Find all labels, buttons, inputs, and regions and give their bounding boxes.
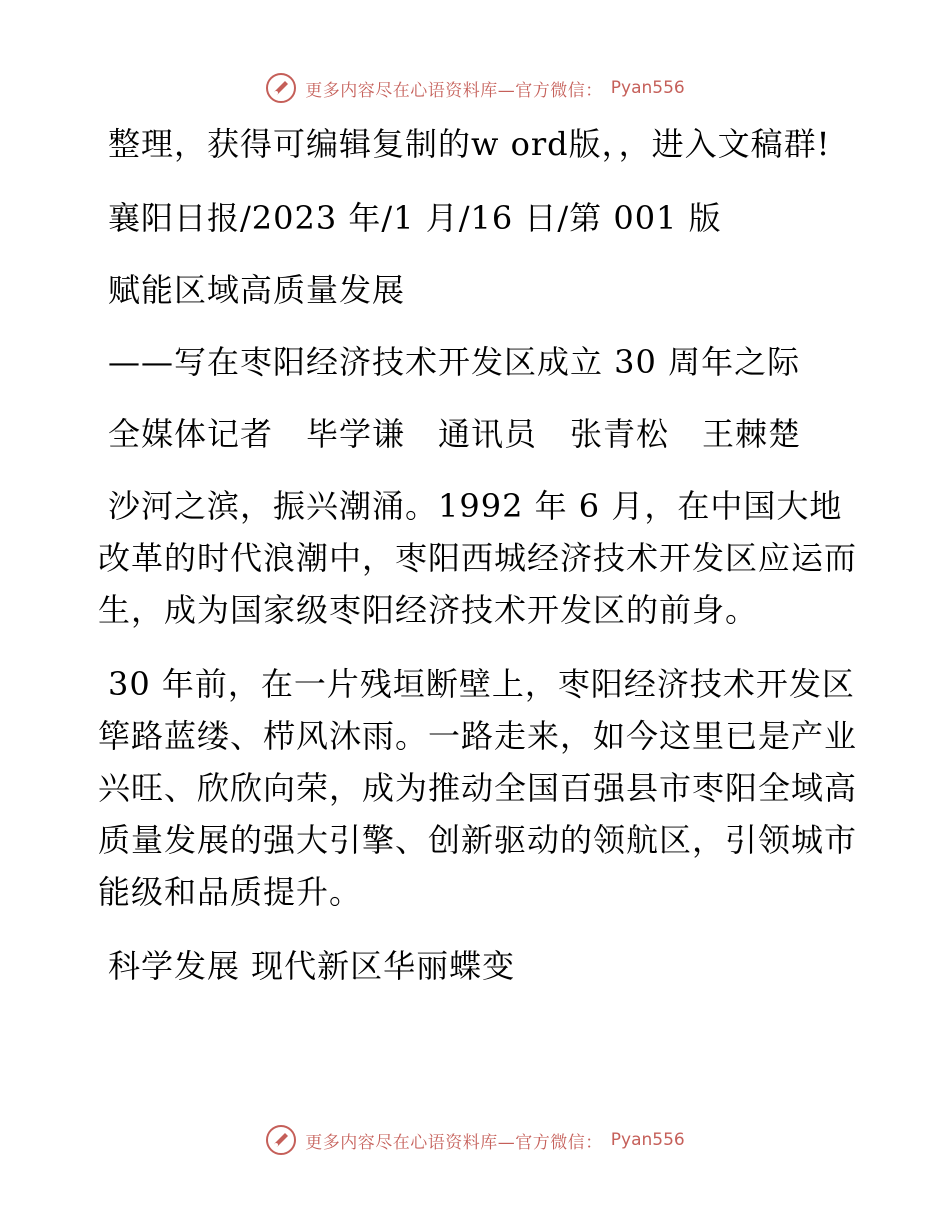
byline: 全媒体记者 毕学谦 通讯员 张青松 王棘楚 [108,415,802,453]
article-title: 赋能区域高质量发展 [108,271,406,309]
body-paragraph: 沙河之滨，振兴潮涌。1992 年 6 月，在中国大地改革的时代浪潮中，枣阳西城经济技术开发区应运而生，成为国家级枣阳经济技术开发区的前身。 [98,487,858,629]
intro-paragraph: 整理，获得可编辑复制的w ord版，，进入文稿群! [108,125,831,163]
source-line: 襄阳日报/2023 年/1 月/16 日/第 001 版 [108,199,722,237]
document-body [98,118,858,1014]
body-paragraph: 30 年前，在一片残垣断壁上，枣阳经济技术开发区筚路蓝缕、栉风沐雨。一路走来，如今这里已是产业兴旺、欣欣向荣，成为推动全国百强县市枣阳全域高质量发展的强大引擎、创新驱动的领航区，引领城市能级和品质提升。 [98,665,858,911]
watermark-text: 更多内容尽在心语资料库—官方微信： [305,1132,603,1153]
article-subtitle: ——写在枣阳经济技术开发区成立 30 周年之际 [108,343,801,381]
watermark-header [0,72,950,104]
section-heading: 科学发展 现代新区华丽蝶变 [108,947,516,985]
brand-logo-icon [265,1124,297,1156]
watermark-wechat-id: Pyan556 [610,1130,685,1150]
watermark-wechat-id: Pyan556 [610,78,685,98]
watermark-text: 更多内容尽在心语资料库—官方微信： [305,80,603,101]
brand-logo-icon [265,72,297,104]
watermark-footer [0,1124,950,1156]
